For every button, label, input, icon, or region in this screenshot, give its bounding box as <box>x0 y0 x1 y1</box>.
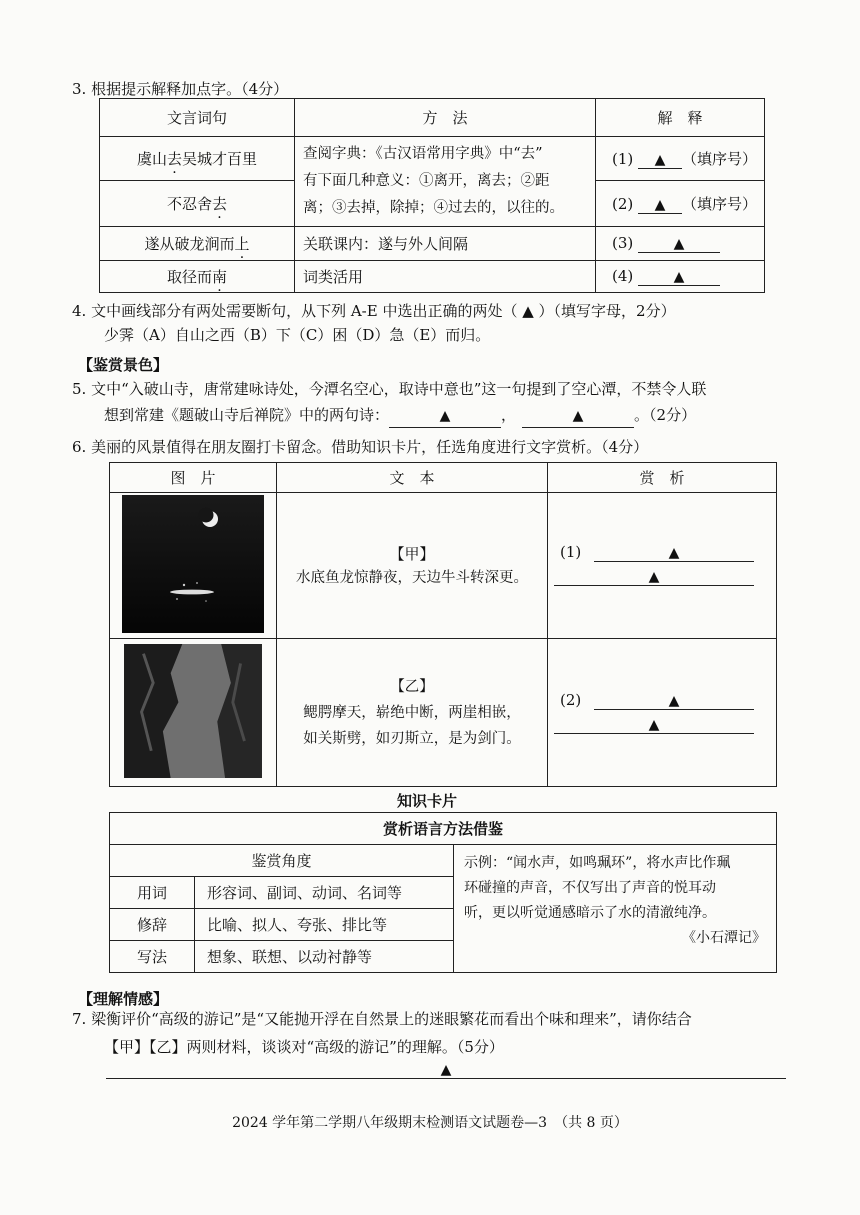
q6-text-yi <box>277 639 548 787</box>
q3-answer-1[interactable] <box>596 137 765 181</box>
q6-image-cell-jia <box>110 493 277 639</box>
q6-stem: 6. 美丽的风景值得在朋友圈打卡留念。借助知识卡片，任选角度进行文字赏析。（4分） <box>72 438 649 456</box>
dict-method-line: 有下面几种意义：①离开，离去；②距 <box>303 173 550 189</box>
card-angle-header: 鉴赏角度 <box>110 845 454 877</box>
dict-method-line: 查阅字典：《古汉语常用字典》中“去” <box>303 146 543 162</box>
q6-analysis-jia[interactable] <box>548 493 777 639</box>
jia-tag: 【甲】 <box>389 544 435 563</box>
page-footer: 2024 学年第二学期八年级期末检测语文试题卷—3 （共 8 页） <box>232 1115 628 1131</box>
answer-blank[interactable]: ▲ <box>638 152 682 169</box>
q3-row1-text: 虞山去吴城才百里 <box>136 150 258 168</box>
q7-answer-line[interactable]: ▲ <box>106 1062 786 1079</box>
section-scenery: 【鉴赏景色】 <box>78 356 169 374</box>
knowledge-card <box>109 812 777 973</box>
answer-blank[interactable]: ▲ <box>389 405 501 428</box>
cliff-gorge-photo <box>122 644 264 778</box>
q6-header-text: 文 本 <box>277 463 548 493</box>
blank-number: (2) <box>560 691 582 709</box>
blank-number: (2) <box>612 195 634 213</box>
card-angle-value: 比喻、拟人、夸张、排比等 <box>195 909 454 941</box>
q3-row3-sentence: 遂从破龙涧而上 <box>100 227 295 261</box>
yi-text-line: 如关斯劈，如刃斯立，是为剑门。 <box>303 730 521 747</box>
q4-stem: 4. 文中画线部分有两处需要断句，从下列 A-E 中选出正确的两处（ ▲ ）（填写字母，2分） <box>72 302 676 320</box>
q3-row4-method: 词类活用 <box>295 261 596 293</box>
q5-line1: 5. 文中“入破山寺，唐常建咏诗处，今潭名空心，取诗中意也”这一句提到了空心潭，不禁令人联 <box>72 380 707 398</box>
answer-blank[interactable]: ▲ <box>638 269 720 286</box>
blank-suffix: （填序号） <box>682 195 758 213</box>
card-angle-key: 修辞 <box>110 909 195 941</box>
dotted-char: 南 <box>212 268 228 286</box>
dict-method-line: 离；③去掉，除掉；④过去的，以往的。 <box>303 200 564 216</box>
q6-table <box>109 462 777 787</box>
q5-text: 。（2分） <box>634 406 697 424</box>
example-line: 听，更以听觉通感暗示了水的清澈纯净。 <box>464 905 716 921</box>
yi-tag: 【乙】 <box>390 678 434 695</box>
example-line: 示例：“闻水声，如鸣珮环”，将水声比作珮 <box>464 855 731 871</box>
answer-blank[interactable]: ▲ <box>638 197 682 214</box>
q3-dict-method <box>295 137 596 227</box>
q5-line2 <box>104 404 696 428</box>
q3-header-explain: 解 释 <box>596 99 765 137</box>
q7-line1: 7. 梁衡评价“高级的游记”是“又能抛开浮在自然景上的迷眼繁花而看出个味和理来”，请你结合 <box>72 1010 692 1028</box>
q3-answer-2[interactable] <box>596 181 765 227</box>
blank-number: (4) <box>612 267 634 285</box>
example-source: 《小石潭记》 <box>682 930 766 946</box>
card-angle-value: 形容词、副词、动词、名词等 <box>195 877 454 909</box>
card-header: 赏析语言方法借鉴 <box>110 813 777 845</box>
jia-text: 水底鱼龙惊静夜，天边牛斗转深更。 <box>296 569 528 586</box>
card-example <box>454 845 777 973</box>
q3-header-method: 方 法 <box>295 99 596 137</box>
q3-row2-sentence: 不忍舍去 <box>100 181 295 227</box>
answer-line[interactable]: ▲ <box>554 717 754 734</box>
dotted-char: 去 <box>166 150 182 168</box>
blank-number: (1) <box>612 150 634 168</box>
answer-line[interactable]: ▲ <box>554 569 754 586</box>
dotted-char: 上 <box>234 235 250 253</box>
q3-answer-4[interactable] <box>596 261 765 293</box>
q3-row3-method: 关联课内：遂与外人间隔 <box>295 227 596 261</box>
card-angle-key: 用词 <box>110 877 195 909</box>
q3-stem: 3. 根据提示解释加点字。（4分） <box>72 80 289 98</box>
q6-analysis-yi[interactable] <box>548 639 777 787</box>
blank-suffix: （填序号） <box>682 150 758 168</box>
section-feeling: 【理解情感】 <box>78 990 169 1008</box>
card-angle-value: 想象、联想、以动衬静等 <box>195 941 454 973</box>
dotted-char: 去 <box>212 195 228 213</box>
night-lake-moon-photo <box>122 495 264 633</box>
q3-header-sentence: 文言词句 <box>100 99 295 137</box>
blank-number: (3) <box>612 234 634 252</box>
q5-comma: ， <box>501 406 517 424</box>
q5-text: 想到常建《题破山寺后禅院》中的两句诗： <box>104 406 390 424</box>
q6-text-jia <box>277 493 548 639</box>
q3-answer-3[interactable] <box>596 227 765 261</box>
yi-text-line: 鳃腭摩天，崭绝中断，两崖相嵌， <box>303 704 521 721</box>
blank-number: (1) <box>560 543 582 561</box>
q6-header-analysis: 赏 析 <box>548 463 777 493</box>
q4-options: 少霁（A）自山之西（B）下（C）困（D）急（E）而归。 <box>104 326 491 344</box>
q7-line2: 【甲】【乙】两则材料，谈谈对“高级的游记”的理解。（5分） <box>104 1038 504 1056</box>
answer-line[interactable]: ▲ <box>594 545 754 562</box>
q3-row4-sentence: 取径而南 <box>100 261 295 293</box>
q6-header-image: 图 片 <box>110 463 277 493</box>
example-line: 环碰撞的声音，不仅写出了声音的悦耳动 <box>464 880 716 896</box>
answer-blank[interactable]: ▲ <box>638 236 720 253</box>
card-title: 知识卡片 <box>396 792 457 810</box>
q6-image-cell-yi <box>110 639 277 787</box>
answer-blank[interactable]: ▲ <box>522 405 634 428</box>
answer-line[interactable]: ▲ <box>594 693 754 710</box>
card-angle-key: 写法 <box>110 941 195 973</box>
q3-row1-sentence <box>100 137 295 181</box>
q3-table <box>99 98 765 293</box>
